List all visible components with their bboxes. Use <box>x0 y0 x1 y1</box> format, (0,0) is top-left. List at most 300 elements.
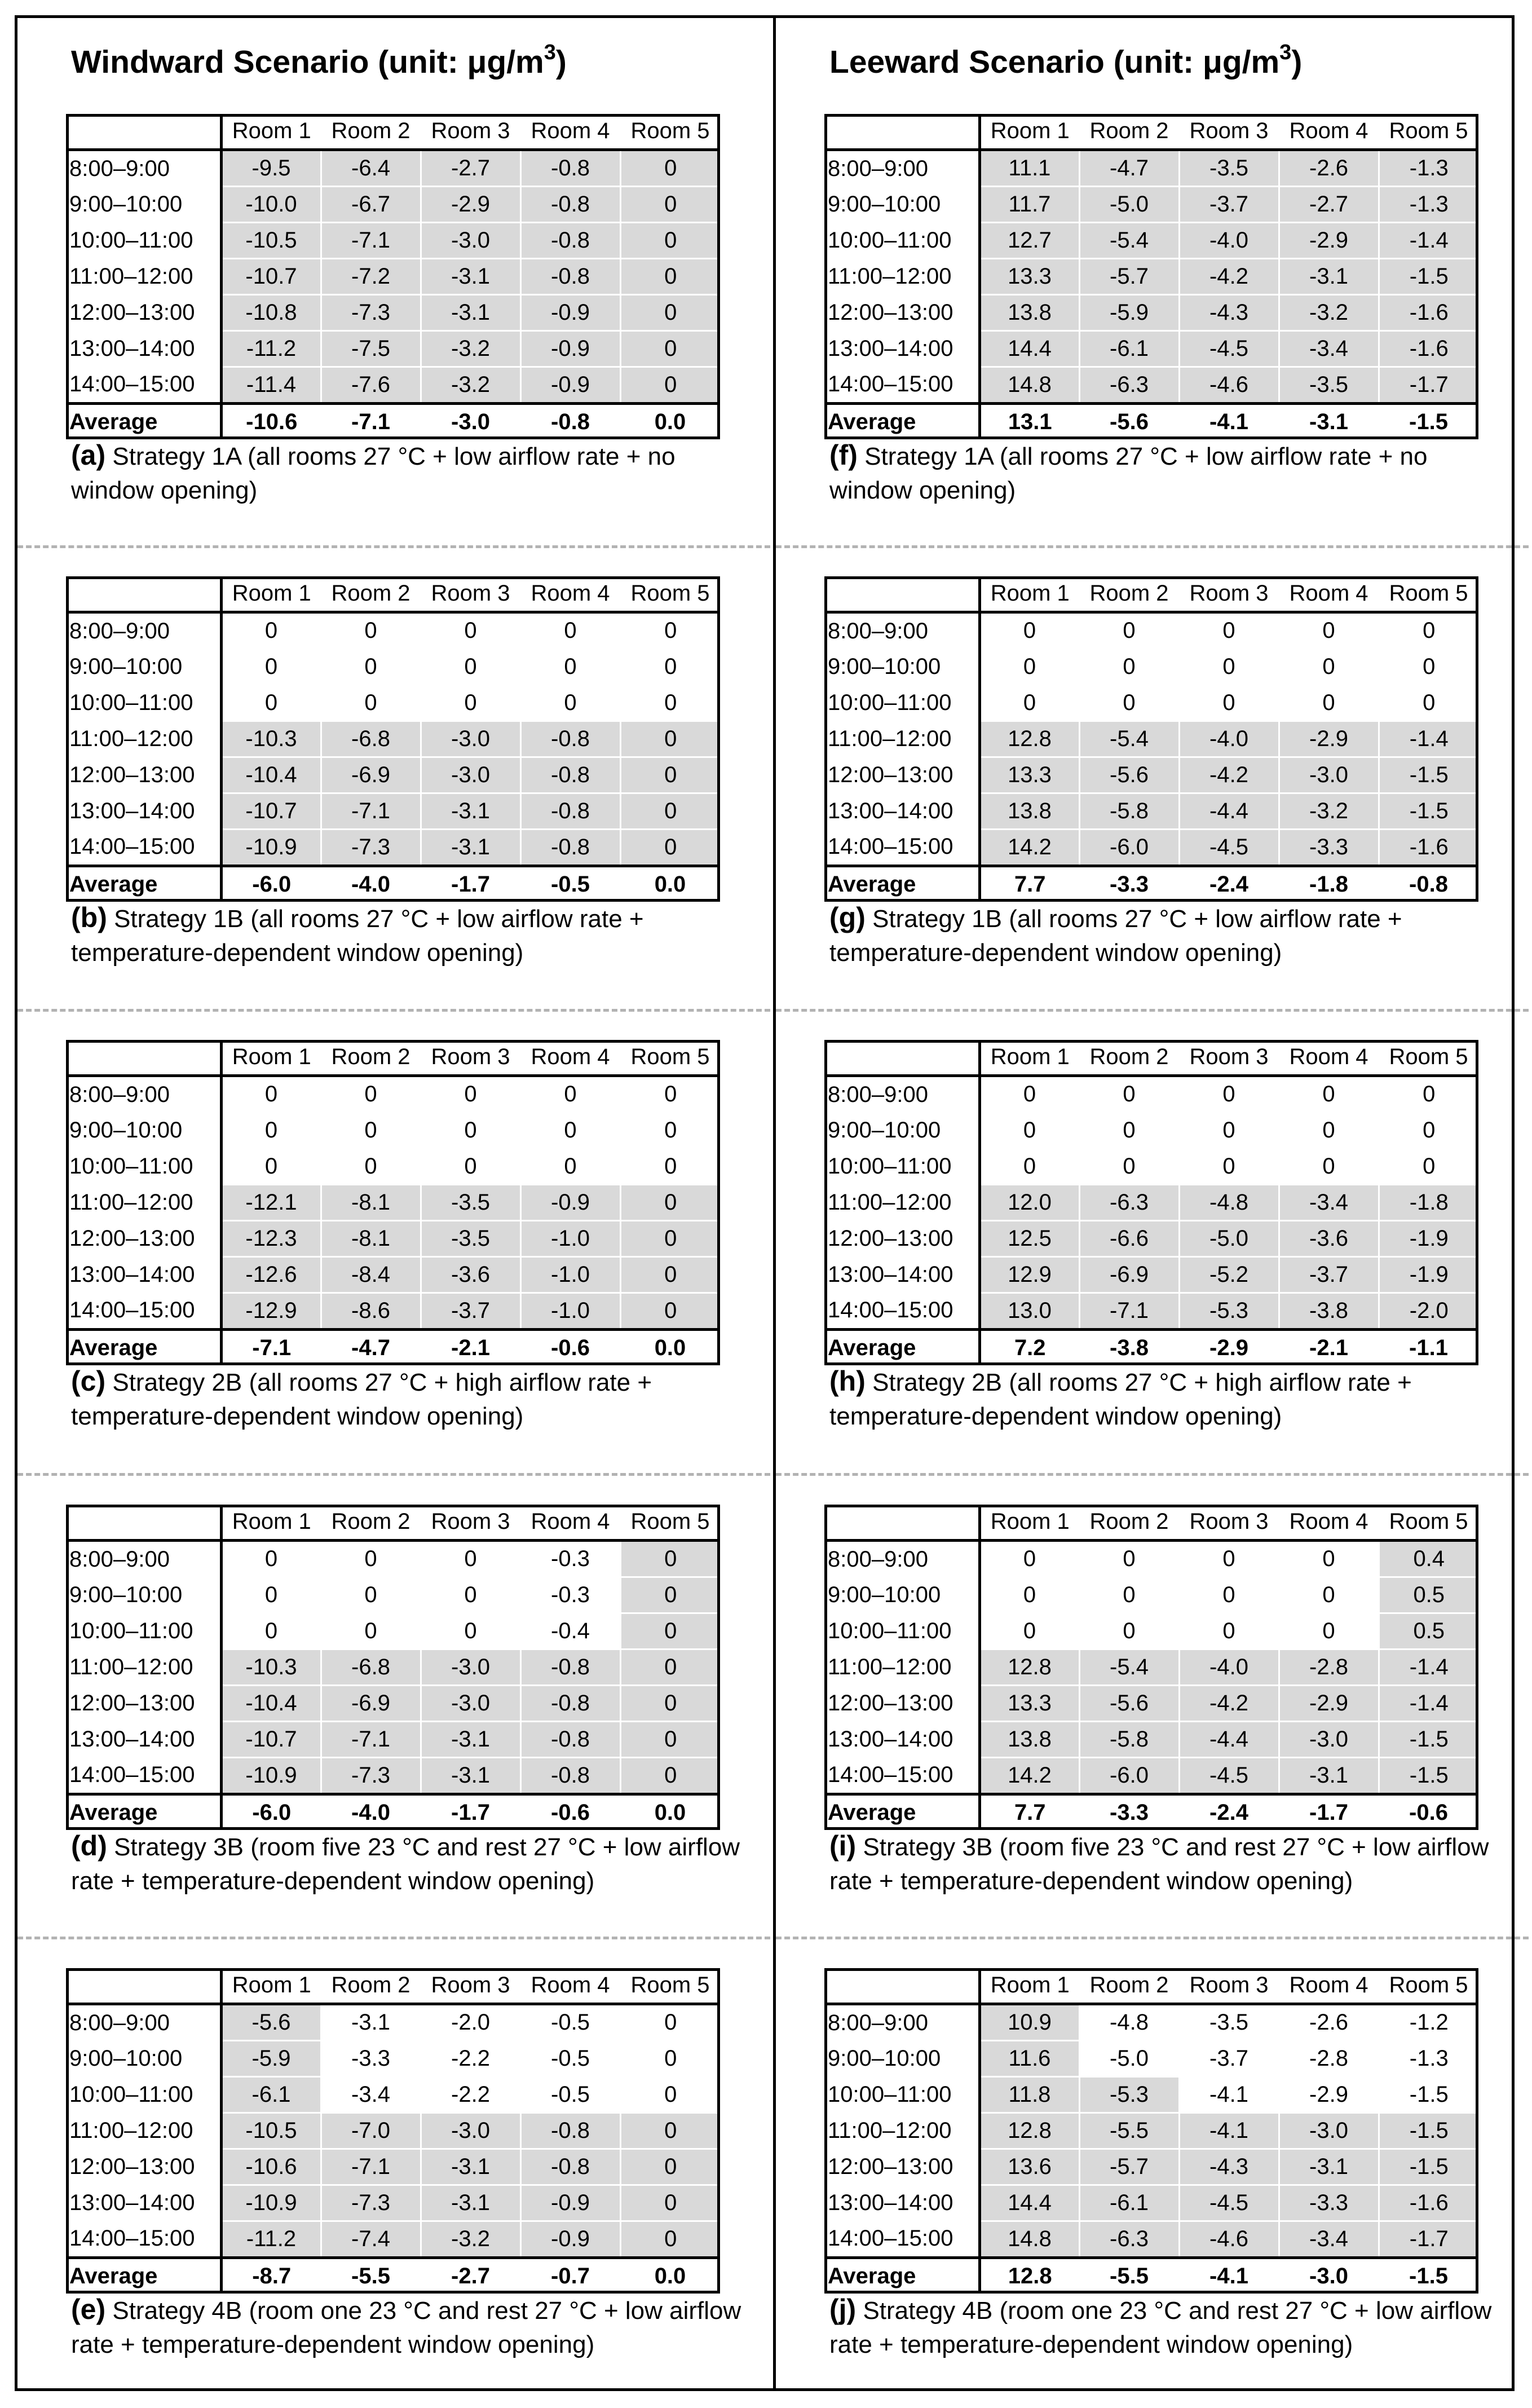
row-label: 14:00–15:00 <box>824 1293 979 1330</box>
table-cell: -3.5 <box>421 1221 520 1257</box>
table-cell: -0.8 <box>520 2113 620 2149</box>
table-cell: 0 <box>321 1541 421 1577</box>
average-cell: -3.3 <box>1079 866 1179 902</box>
row-label: 11:00–12:00 <box>824 1650 979 1686</box>
table-cell: 0 <box>1279 685 1379 721</box>
table-cell: -10.5 <box>221 2113 321 2149</box>
table-cell: -10.7 <box>221 793 321 830</box>
table-cell: 12.9 <box>979 1257 1079 1293</box>
table-cell: 0 <box>620 757 720 793</box>
table-cell: -3.4 <box>321 2077 421 2113</box>
row-label: 12:00–13:00 <box>66 1221 221 1257</box>
row-label: 12:00–13:00 <box>824 757 979 793</box>
row-label: 13:00–14:00 <box>824 331 979 367</box>
table-row <box>824 1577 1478 1613</box>
table-cell: -3.3 <box>1279 830 1379 866</box>
table-cell: -0.8 <box>520 793 620 830</box>
average-cell: -4.1 <box>1179 404 1279 440</box>
table-cell: -7.3 <box>321 1758 421 1794</box>
row-label: 9:00–10:00 <box>66 1113 221 1149</box>
table-cell: -8.1 <box>321 1221 421 1257</box>
header-row <box>66 576 720 612</box>
table-cell: -7.3 <box>321 830 421 866</box>
row-label: 14:00–15:00 <box>824 367 979 404</box>
table-cell: 0 <box>620 259 720 295</box>
table-cell: -3.8 <box>1279 1293 1379 1330</box>
table-cell: -6.9 <box>1079 1257 1179 1293</box>
header-corner <box>824 1505 979 1541</box>
table-cell: -6.3 <box>1079 2221 1179 2258</box>
row-label: 14:00–15:00 <box>66 367 221 404</box>
panel-tag: (c) <box>71 1365 106 1397</box>
table-cell: -6.0 <box>1079 830 1179 866</box>
table-cell: 0 <box>620 367 720 404</box>
row-label: 13:00–14:00 <box>66 1722 221 1758</box>
panel-tag: (h) <box>829 1365 866 1397</box>
column-header: Room 4 <box>1279 1040 1379 1076</box>
row-label: 14:00–15:00 <box>66 830 221 866</box>
row-label: 9:00–10:00 <box>66 187 221 223</box>
average-cell: -8.7 <box>221 2258 321 2294</box>
table-cell: -1.3 <box>1379 2041 1478 2077</box>
table-row <box>824 259 1478 295</box>
row-label: 12:00–13:00 <box>66 295 221 331</box>
average-row <box>66 1330 720 1366</box>
column-header: Room 1 <box>979 1505 1079 1541</box>
column-header: Room 2 <box>1079 1505 1179 1541</box>
column-header: Room 4 <box>520 114 620 150</box>
table-cell: -3.0 <box>421 2113 520 2149</box>
table-cell: 11.7 <box>979 187 1079 223</box>
table-cell: 14.2 <box>979 1758 1079 1794</box>
average-cell: -0.6 <box>520 1330 620 1366</box>
table-cell: 0 <box>1079 1149 1179 1185</box>
table-row <box>824 2185 1478 2221</box>
table-row <box>824 1113 1478 1149</box>
table-cell: 0 <box>321 1076 421 1113</box>
table-cell: -4.4 <box>1179 1722 1279 1758</box>
average-row <box>66 404 720 440</box>
row-label: 9:00–10:00 <box>824 1113 979 1149</box>
table-cell: 0 <box>620 1686 720 1722</box>
row-label: 13:00–14:00 <box>824 2185 979 2221</box>
table-cell: -6.4 <box>321 150 421 187</box>
table-cell: 0 <box>620 1113 720 1149</box>
table-cell: -3.0 <box>421 721 520 757</box>
header-row <box>824 1505 1478 1541</box>
table-cell: -10.4 <box>221 757 321 793</box>
average-cell: -4.7 <box>321 1330 421 1366</box>
table-cell: -0.5 <box>520 2077 620 2113</box>
table-cell: 0 <box>620 1257 720 1293</box>
table-row <box>824 1149 1478 1185</box>
table-cell: 0 <box>1379 649 1478 685</box>
table-cell: -3.1 <box>421 2149 520 2185</box>
table-row <box>66 830 720 866</box>
row-label: 11:00–12:00 <box>66 721 221 757</box>
caption-text: Strategy 1B (all rooms 27 °C + low airflow rate + temperature-dependent window opening) <box>71 905 644 967</box>
table-cell: -3.4 <box>1279 2221 1379 2258</box>
table-cell: -2.0 <box>1379 1293 1478 1330</box>
table-row <box>824 1686 1478 1722</box>
column-header: Room 3 <box>1179 576 1279 612</box>
table-cell: -5.0 <box>1079 2041 1179 2077</box>
average-cell: -0.8 <box>520 404 620 440</box>
table-cell: -0.8 <box>520 150 620 187</box>
table-cell: 0 <box>979 685 1079 721</box>
caption-text: Strategy 1A (all rooms 27 °C + low airflow rate + no window opening) <box>829 443 1428 504</box>
table-cell: -0.8 <box>520 223 620 259</box>
table-cell: -7.5 <box>321 331 421 367</box>
table-cell: -0.8 <box>520 830 620 866</box>
table-cell: -4.2 <box>1179 1686 1279 1722</box>
table-cell: -5.9 <box>1079 295 1179 331</box>
table-cell: -4.8 <box>1179 1185 1279 1221</box>
row-label: 10:00–11:00 <box>824 685 979 721</box>
table-cell: 13.8 <box>979 1722 1079 1758</box>
table-cell: 0.5 <box>1379 1577 1478 1613</box>
table-cell: -3.7 <box>1179 187 1279 223</box>
table-cell: 0 <box>620 150 720 187</box>
table-cell: -3.5 <box>1179 150 1279 187</box>
column-header: Room 4 <box>1279 576 1379 612</box>
row-label: 12:00–13:00 <box>824 1221 979 1257</box>
data-table <box>66 114 720 439</box>
table-row <box>824 2041 1478 2077</box>
table-row <box>824 223 1478 259</box>
table-cell: -3.3 <box>1279 2185 1379 2221</box>
row-label: 8:00–9:00 <box>824 150 979 187</box>
table-cell: -2.6 <box>1279 2004 1379 2041</box>
header-corner <box>66 1968 221 2004</box>
average-cell: -3.0 <box>1279 2258 1379 2294</box>
table-cell: 0 <box>620 187 720 223</box>
row-label: 12:00–13:00 <box>824 1686 979 1722</box>
header-corner <box>66 1505 221 1541</box>
table-cell: -4.2 <box>1179 259 1279 295</box>
table-row <box>66 1722 720 1758</box>
table-cell: -1.4 <box>1379 1686 1478 1722</box>
table-cell: -1.6 <box>1379 331 1478 367</box>
column-header: Room 4 <box>520 1505 620 1541</box>
header-row <box>824 1040 1478 1076</box>
average-cell: -2.9 <box>1179 1330 1279 1366</box>
table-cell: 14.8 <box>979 367 1079 404</box>
table-cell: -3.1 <box>1279 2149 1379 2185</box>
table-cell: 0 <box>1279 1076 1379 1113</box>
table-cell: 0 <box>620 331 720 367</box>
table-cell: 0 <box>321 612 421 649</box>
table-row <box>66 150 720 187</box>
table-row <box>824 367 1478 404</box>
table-cell: -5.4 <box>1079 721 1179 757</box>
average-cell: -0.8 <box>1379 866 1478 902</box>
row-label: 12:00–13:00 <box>66 2149 221 2185</box>
table-cell: -0.9 <box>520 2185 620 2221</box>
table-cell: -10.5 <box>221 223 321 259</box>
average-cell: -2.1 <box>1279 1330 1379 1366</box>
average-cell: -3.3 <box>1079 1794 1179 1831</box>
table-cell: -3.0 <box>421 1686 520 1722</box>
row-label: 8:00–9:00 <box>66 2004 221 2041</box>
table-cell: 13.8 <box>979 793 1079 830</box>
table-row <box>824 757 1478 793</box>
table-cell: 0 <box>1279 1577 1379 1613</box>
table-cell: -0.8 <box>520 1722 620 1758</box>
header-corner <box>66 114 221 150</box>
average-cell: -3.8 <box>1079 1330 1179 1366</box>
data-table <box>66 1968 720 2294</box>
row-label: 8:00–9:00 <box>66 1541 221 1577</box>
row-label: 10:00–11:00 <box>824 1613 979 1650</box>
row-label: 14:00–15:00 <box>824 1758 979 1794</box>
average-cell: -4.0 <box>321 866 421 902</box>
table-cell: 0 <box>620 223 720 259</box>
column-header: Room 5 <box>1379 1505 1478 1541</box>
column-header: Room 2 <box>321 1040 421 1076</box>
column-header: Room 2 <box>321 576 421 612</box>
column-header: Room 3 <box>421 576 520 612</box>
table-cell: -4.5 <box>1179 2185 1279 2221</box>
table-cell: -1.9 <box>1379 1257 1478 1293</box>
table-cell: 0 <box>1179 1076 1279 1113</box>
table-cell: 12.0 <box>979 1185 1079 1221</box>
table-cell: -8.6 <box>321 1293 421 1330</box>
row-label: 13:00–14:00 <box>66 331 221 367</box>
table-cell: -3.4 <box>1279 1185 1379 1221</box>
table-cell: 0 <box>421 685 520 721</box>
table-cell: 0 <box>979 1613 1079 1650</box>
table-cell: -10.9 <box>221 1758 321 1794</box>
panel-caption <box>71 901 742 970</box>
table-cell: -2.2 <box>421 2077 520 2113</box>
table-cell: -3.0 <box>1279 2113 1379 2149</box>
table-row <box>824 1758 1478 1794</box>
average-row <box>824 1794 1478 1831</box>
table-cell: -3.1 <box>421 2185 520 2221</box>
table-cell: -6.7 <box>321 187 421 223</box>
average-cell: -2.1 <box>421 1330 520 1366</box>
table-cell: -3.5 <box>1279 367 1379 404</box>
average-cell: -0.5 <box>520 866 620 902</box>
column-header: Room 4 <box>520 1968 620 2004</box>
row-label: 11:00–12:00 <box>66 2113 221 2149</box>
table-cell: 0 <box>1379 1076 1478 1113</box>
table-cell: 0 <box>421 1577 520 1613</box>
panel-caption <box>71 1364 742 1434</box>
table-cell: -1.5 <box>1379 2149 1478 2185</box>
column-header: Room 3 <box>421 1968 520 2004</box>
table-row <box>824 1293 1478 1330</box>
panel-tag: (d) <box>71 1830 107 1862</box>
average-cell: -7.1 <box>321 404 421 440</box>
table-cell: 0 <box>620 793 720 830</box>
panel-tag: (f) <box>829 439 858 471</box>
table-cell: -4.0 <box>1179 1650 1279 1686</box>
table-cell: -4.7 <box>1079 150 1179 187</box>
average-row <box>66 2258 720 2294</box>
table-cell: 0 <box>1179 685 1279 721</box>
row-label: 9:00–10:00 <box>824 187 979 223</box>
table-cell: -7.4 <box>321 2221 421 2258</box>
header-corner <box>824 1968 979 2004</box>
table-cell: -0.5 <box>520 2004 620 2041</box>
table-cell: 0 <box>221 1541 321 1577</box>
table-row <box>824 1613 1478 1650</box>
row-label: 10:00–11:00 <box>824 1149 979 1185</box>
column-header: Room 2 <box>321 114 421 150</box>
table-row <box>824 1076 1478 1113</box>
row-label: 14:00–15:00 <box>66 1293 221 1330</box>
table-row <box>66 2149 720 2185</box>
table-cell: 13.3 <box>979 1686 1079 1722</box>
column-header: Room 1 <box>221 1968 321 2004</box>
table-row <box>66 1221 720 1257</box>
table-cell: 0 <box>221 612 321 649</box>
table-cell: -6.9 <box>321 757 421 793</box>
table-cell: -3.1 <box>321 2004 421 2041</box>
header-corner <box>824 114 979 150</box>
panel-tag: (j) <box>829 2294 856 2325</box>
average-cell: -5.5 <box>321 2258 421 2294</box>
table-cell: 0 <box>1179 649 1279 685</box>
table-row <box>824 1722 1478 1758</box>
table-cell: -4.5 <box>1179 331 1279 367</box>
row-label: 12:00–13:00 <box>66 757 221 793</box>
table-cell: -1.6 <box>1379 2185 1478 2221</box>
table-cell: 0 <box>1379 1113 1478 1149</box>
table-cell: 0 <box>620 1541 720 1577</box>
table-cell: -7.2 <box>321 259 421 295</box>
column-header: Room 4 <box>1279 1505 1379 1541</box>
average-label: Average <box>824 866 979 902</box>
table-cell: -2.6 <box>1279 150 1379 187</box>
panel-tag: (b) <box>71 902 107 933</box>
column-header: Room 1 <box>221 1040 321 1076</box>
row-label: 14:00–15:00 <box>824 2221 979 2258</box>
table-cell: 0 <box>221 1076 321 1113</box>
average-cell: -1.7 <box>421 1794 520 1831</box>
table-cell: -7.3 <box>321 2185 421 2221</box>
caption-text: Strategy 1B (all rooms 27 °C + low airflow rate + temperature-dependent window opening) <box>829 905 1402 967</box>
table-row <box>824 649 1478 685</box>
table-cell: -3.5 <box>421 1185 520 1221</box>
table-cell: -2.9 <box>421 187 520 223</box>
row-label: 8:00–9:00 <box>66 612 221 649</box>
table-cell: -5.8 <box>1079 1722 1179 1758</box>
table-cell: -5.4 <box>1079 223 1179 259</box>
table-cell: -1.5 <box>1379 259 1478 295</box>
caption-text: Strategy 2B (all rooms 27 °C + high airflow rate + temperature-dependent window opening) <box>71 1369 652 1430</box>
table-cell: -2.7 <box>1279 187 1379 223</box>
caption-text: Strategy 4B (room one 23 °C and rest 27 °C + low airflow rate + temperature-dependent window opening) <box>71 2297 741 2358</box>
row-label: 9:00–10:00 <box>824 2041 979 2077</box>
table-cell: 0 <box>979 1149 1079 1185</box>
table-cell: -0.3 <box>520 1577 620 1613</box>
panel-separator <box>776 1937 1529 1939</box>
table-cell: 11.6 <box>979 2041 1079 2077</box>
header-corner <box>66 576 221 612</box>
average-cell: -1.5 <box>1379 2258 1478 2294</box>
header-row <box>824 576 1478 612</box>
column-header: Room 1 <box>221 1505 321 1541</box>
column-header: Room 1 <box>221 576 321 612</box>
table-cell: 0 <box>321 1149 421 1185</box>
column-header: Room 1 <box>979 576 1079 612</box>
table-cell: -1.5 <box>1379 2113 1478 2149</box>
table-cell: -4.1 <box>1179 2077 1279 2113</box>
row-label: 14:00–15:00 <box>824 830 979 866</box>
table-cell: 0 <box>1279 612 1379 649</box>
table-cell: -1.0 <box>520 1221 620 1257</box>
column-header: Room 2 <box>1079 1040 1179 1076</box>
table-cell: -3.6 <box>1279 1221 1379 1257</box>
average-label: Average <box>824 2258 979 2294</box>
header-row <box>824 114 1478 150</box>
table-cell: -6.1 <box>221 2077 321 2113</box>
table-cell: -2.9 <box>1279 721 1379 757</box>
average-cell: 7.7 <box>979 866 1079 902</box>
average-cell: -1.7 <box>421 866 520 902</box>
table-cell: 0 <box>1079 1613 1179 1650</box>
table-cell: -10.9 <box>221 830 321 866</box>
table-row <box>66 1257 720 1293</box>
column-header: Room 2 <box>321 1505 421 1541</box>
panel-separator <box>776 545 1529 548</box>
average-cell: 0.0 <box>620 1330 720 1366</box>
table-cell: 0 <box>1279 1149 1379 1185</box>
average-cell: -1.7 <box>1279 1794 1379 1831</box>
row-label: 13:00–14:00 <box>824 793 979 830</box>
data-table <box>66 1505 720 1830</box>
average-label: Average <box>824 1794 979 1831</box>
table-row <box>66 757 720 793</box>
row-label: 12:00–13:00 <box>66 1686 221 1722</box>
table-cell: 13.3 <box>979 757 1079 793</box>
table-cell: -3.1 <box>421 1758 520 1794</box>
column-header: Room 5 <box>620 576 720 612</box>
table-row <box>66 1686 720 1722</box>
average-label: Average <box>66 1794 221 1831</box>
table-cell: 0 <box>1279 1541 1379 1577</box>
panel-caption <box>829 438 1500 508</box>
table-cell: 0 <box>421 1113 520 1149</box>
table-cell: -1.5 <box>1379 793 1478 830</box>
table-row <box>824 612 1478 649</box>
column-header: Room 3 <box>421 1040 520 1076</box>
table-cell: -0.8 <box>520 187 620 223</box>
table-row <box>66 2113 720 2149</box>
table-row <box>824 793 1478 830</box>
table-cell: -5.0 <box>1179 1221 1279 1257</box>
table-row <box>824 685 1478 721</box>
average-cell: -3.1 <box>1279 404 1379 440</box>
panel-separator <box>17 1937 770 1939</box>
table-cell: 0.4 <box>1379 1541 1478 1577</box>
table-cell: -0.9 <box>520 367 620 404</box>
average-cell: -0.6 <box>1379 1794 1478 1831</box>
table-cell: -10.3 <box>221 1650 321 1686</box>
table-cell: -0.8 <box>520 757 620 793</box>
table-cell: -11.2 <box>221 331 321 367</box>
average-cell: -0.6 <box>520 1794 620 1831</box>
table-cell: 0 <box>620 1650 720 1686</box>
table-cell: 11.1 <box>979 150 1079 187</box>
table-cell: 0 <box>620 649 720 685</box>
table-cell: -4.5 <box>1179 830 1279 866</box>
table-cell: -5.7 <box>1079 259 1179 295</box>
table-cell: 0 <box>620 1149 720 1185</box>
